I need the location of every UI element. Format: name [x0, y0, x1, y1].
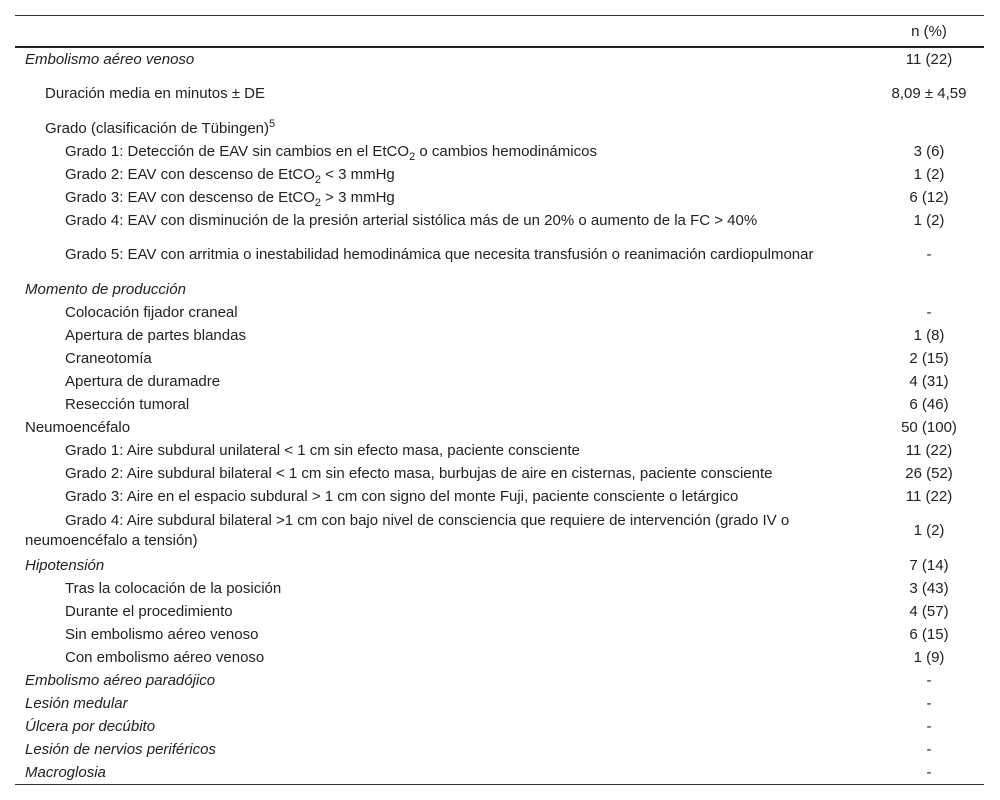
table-row — [15, 324, 984, 347]
row-value: 8,09 ± 4,59 — [891, 85, 967, 102]
table-row — [15, 209, 984, 232]
row-label: Grado 2: EAV con descenso de EtCO$_2$ < 3 mmHg — [65, 165, 395, 186]
table-row — [15, 623, 984, 646]
table-row — [15, 393, 984, 416]
table-row — [15, 370, 984, 393]
row-value: 3 (43) — [909, 579, 949, 597]
table-row — [15, 232, 984, 278]
row-value: - — [926, 694, 932, 712]
row-label: Grado 2: Aire subdural bilateral < 1 cm sin efecto masa, burbujas de aire en cisternas, paciente consciente — [65, 464, 773, 482]
table-row — [15, 278, 984, 301]
row-value: 6 (15) — [909, 625, 949, 643]
row-value: 6 (12) — [909, 188, 949, 206]
table-row — [15, 416, 984, 439]
row-value: 2 (15) — [909, 349, 949, 367]
table-row — [15, 669, 984, 692]
table-row — [15, 439, 984, 462]
row-label: Resección tumoral — [65, 395, 190, 413]
row-value: - — [926, 763, 932, 781]
row-value: - — [926, 246, 932, 263]
row-label: Embolismo aéreo venoso — [25, 50, 195, 68]
row-value: - — [926, 671, 932, 689]
table-row — [15, 347, 984, 370]
complications-table — [15, 15, 984, 785]
row-value: 1 (2) — [913, 211, 945, 229]
row-label: Grado (clasificación de Tübingen)$^5$ — [45, 117, 276, 137]
row-value: - — [926, 740, 932, 758]
table-row — [15, 48, 984, 71]
row-value: 11 (22) — [905, 50, 953, 68]
row-label: Macroglosia — [25, 763, 106, 781]
row-value: 3 (6) — [913, 142, 945, 160]
row-value: 4 (57) — [909, 602, 949, 620]
table-row — [15, 554, 984, 577]
row-label: Grado 1: Aire subdural unilateral < 1 cm sin efecto masa, paciente consciente — [65, 441, 580, 459]
row-label: Grado 1: Detección de EAV sin cambios en el EtCO$_2$ o cambios hemodinámicos — [65, 142, 597, 163]
table-row — [15, 692, 984, 715]
table-row — [15, 485, 984, 508]
row-value: - — [926, 717, 932, 735]
row-value: 4 (31) — [909, 372, 949, 390]
row-label: Craneotomía — [65, 349, 152, 367]
row-label: Apertura de duramadre — [65, 372, 221, 390]
row-value: 1 (2) — [913, 165, 945, 183]
row-label: Grado 3: Aire en el espacio subdural > 1 cm con signo del monte Fuji, paciente consciente o letárgico — [65, 487, 739, 505]
row-label: Apertura de partes blandas — [65, 326, 246, 344]
table-row — [15, 71, 984, 117]
table-row — [15, 761, 984, 784]
row-value: 50 (100) — [901, 418, 957, 436]
table-row — [15, 140, 984, 163]
row-value: 11 (22) — [905, 441, 953, 459]
row-label: Momento de producción — [25, 280, 186, 298]
row-label: Úlcera por decúbito — [25, 717, 156, 735]
column-header-n-percent: n (%) — [911, 22, 947, 40]
table-header — [15, 16, 984, 48]
table-row — [15, 577, 984, 600]
row-label: Duración media en minutos ± DE — [45, 85, 265, 102]
row-label: Hipotensión — [25, 556, 105, 574]
row-label: Lesión de nervios periféricos — [25, 740, 216, 758]
row-label: Tras la colocación de la posición — [65, 579, 282, 597]
row-label: Grado 4: Aire subdural bilateral >1 cm con bajo nivel de consciencia que requiere de intervención (grado IV o neumoencéfalo a tensión) — [25, 512, 790, 549]
table-row — [15, 186, 984, 209]
row-label: Durante el procedimiento — [65, 602, 233, 620]
row-label: Colocación fijador craneal — [65, 303, 238, 321]
row-value: - — [926, 303, 932, 321]
row-value: 1 (8) — [913, 326, 945, 344]
table-row — [15, 738, 984, 761]
table-row — [15, 301, 984, 324]
row-value: 11 (22) — [905, 487, 953, 505]
row-value: 26 (52) — [905, 464, 953, 482]
row-value: 1 (9) — [913, 648, 945, 666]
row-value: 7 (14) — [909, 556, 949, 574]
row-label: Sin embolismo aéreo venoso — [65, 625, 259, 643]
row-label: Neumoencéfalo — [25, 418, 131, 436]
table-row — [15, 163, 984, 186]
row-value: 1 (2) — [913, 522, 945, 539]
row-value: 6 (46) — [909, 395, 949, 413]
table-row — [15, 715, 984, 738]
footnote-ref: 5 — [269, 117, 276, 130]
row-label: Con embolismo aéreo venoso — [65, 648, 265, 666]
table-row — [15, 462, 984, 485]
row-label: Grado 4: EAV con disminución de la presión arterial sistólica más de un 20% o aumento de la FC > 40% — [65, 211, 758, 229]
table-row — [15, 646, 984, 669]
row-label: Grado 5: EAV con arritmia o inestabilidad hemodinámica que necesita transfusión o reanimación cardiopulmonar — [65, 246, 814, 263]
table-row — [15, 117, 984, 140]
table-row — [15, 508, 984, 554]
row-label: Embolismo aéreo paradójico — [25, 671, 216, 689]
row-label: Lesión medular — [25, 694, 128, 712]
table-row — [15, 600, 984, 623]
row-label: Grado 3: EAV con descenso de EtCO$_2$ > 3 mmHg — [65, 188, 395, 209]
